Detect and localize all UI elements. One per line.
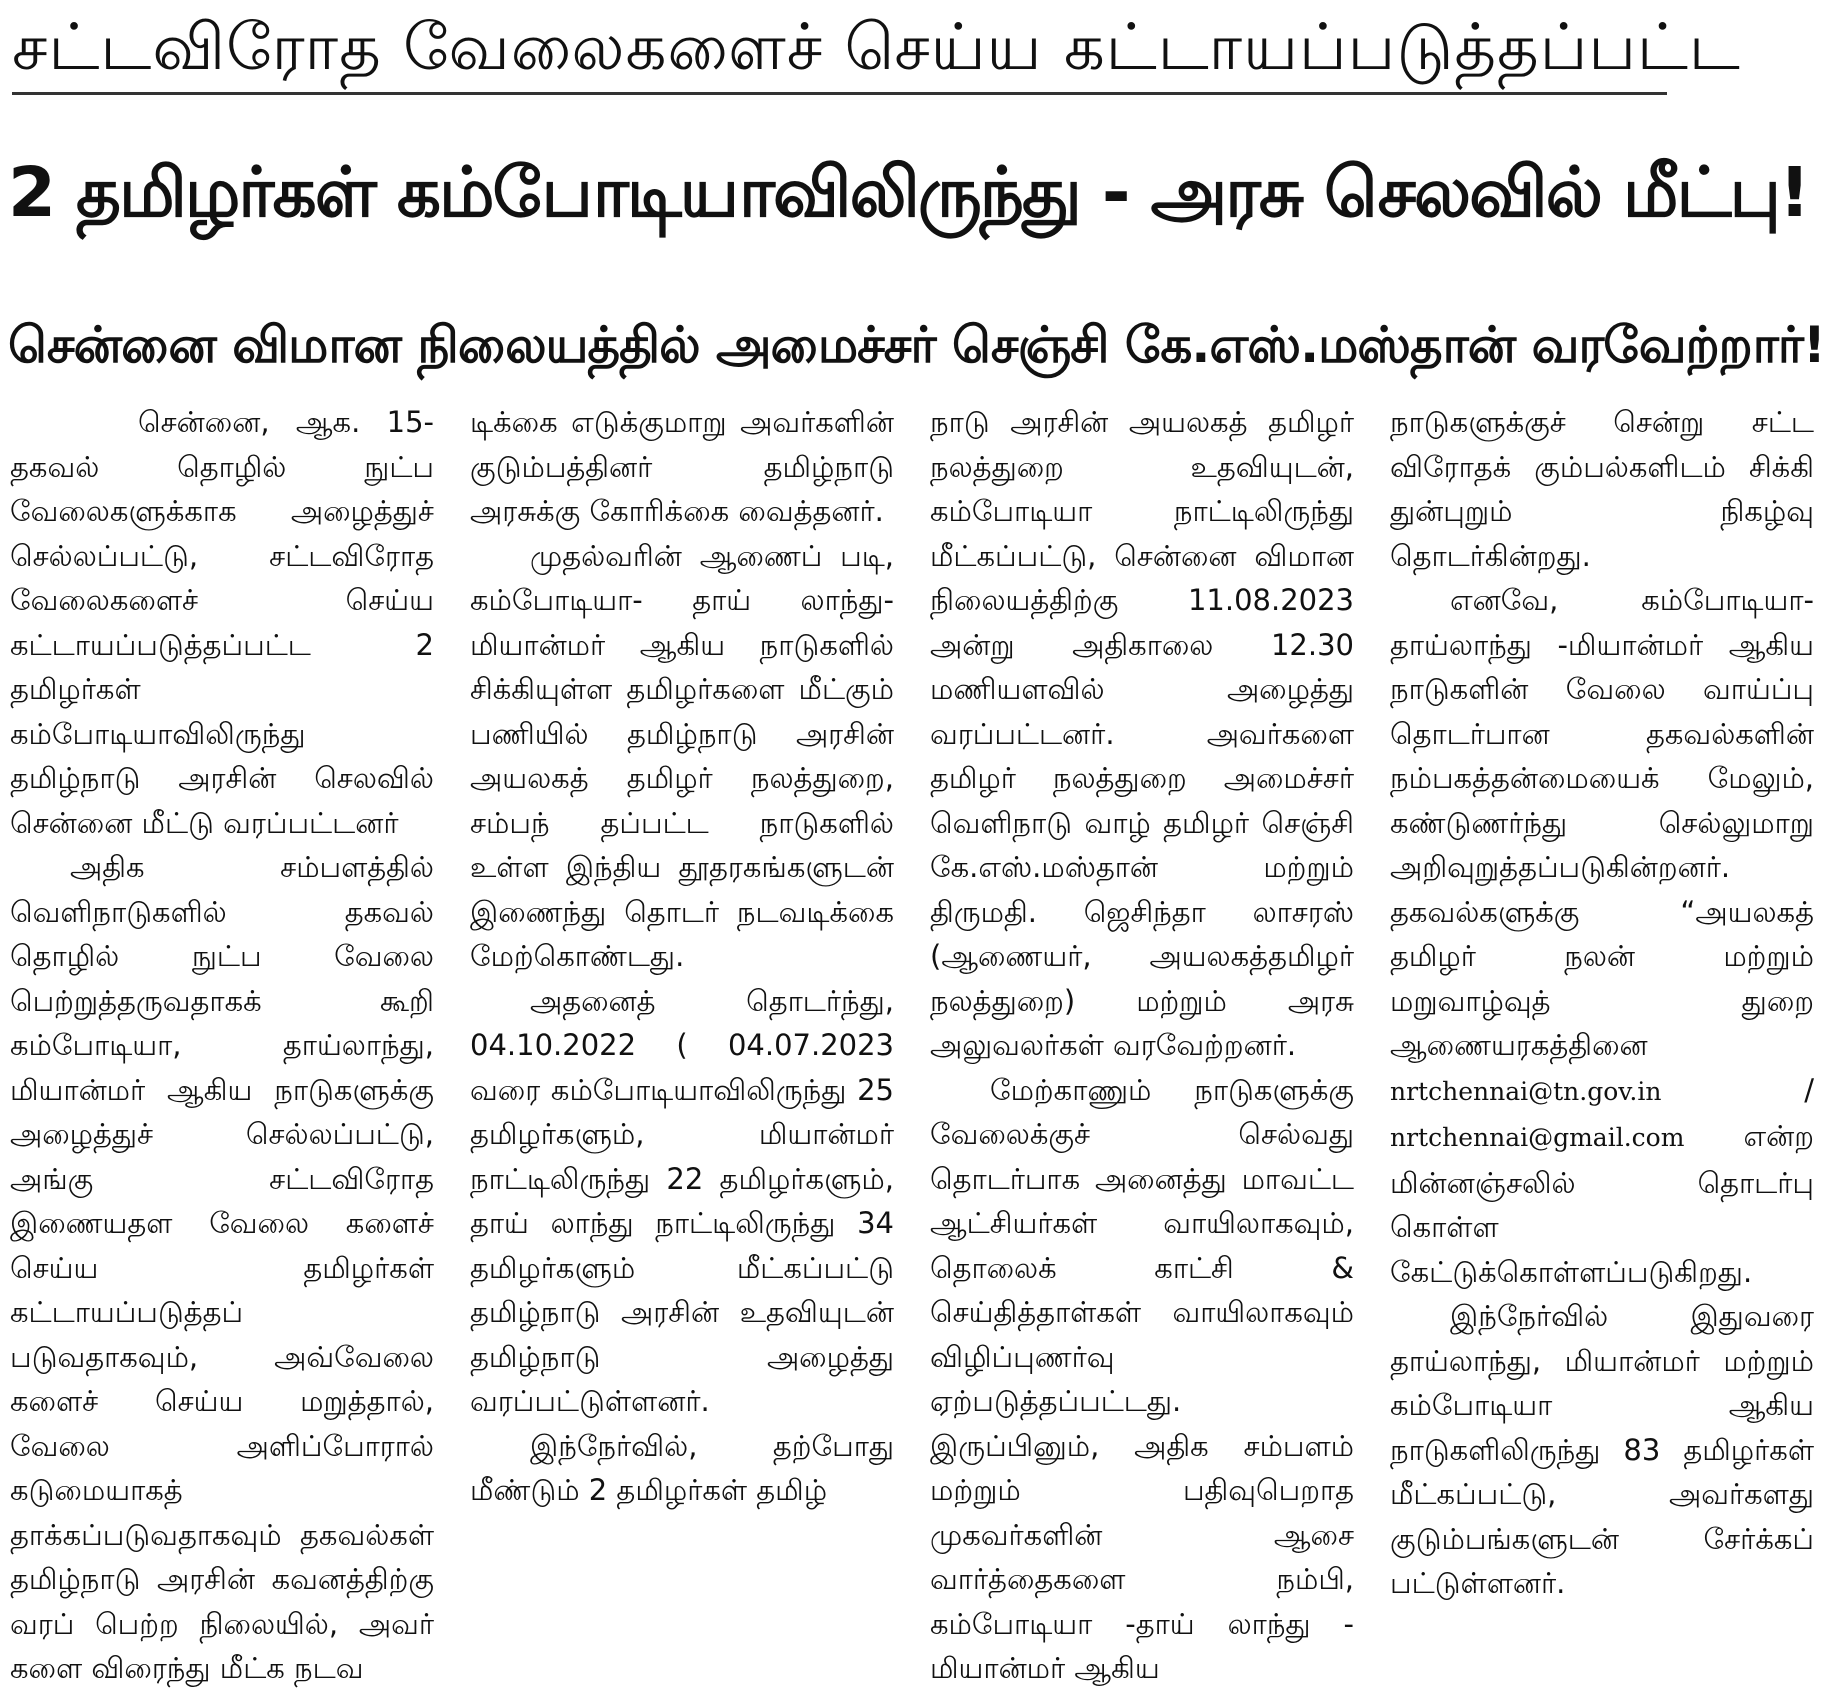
article-paragraph: முதல்வரின் ஆணைப் படி, கம்போடியா- தாய் லாந்து-மியான்மர் ஆகிய நாடுகளில் சிக்கியுள்ள தமிழர்களை மீட்கும் பணியில் தமிழ்நாடு அரசின் அயலகத் தமிழர் நலத்துறை, சம்பந் தப்பட்ட நாடுகளில் உள்ள இந்திய தூதரகங்களுடன் இணைந்து தொடர் நடவடிக்கை மேற்கொண்டது.: [470, 538, 894, 973]
article-paragraph: [1390, 578, 1814, 1294]
article-body: [8, 400, 1826, 1685]
subheadline: சென்னை விமான நிலையத்தில் அமைச்சர் செஞ்சி கே.எஸ்.மஸ்தான் வரவேற்றார்!: [8, 316, 1825, 374]
article-text: எனவே, கம்போடியா- தாய்லாந்து -மியான்மர் ஆகிய நாடுகளின் வேலை வாய்ப்பு தொடர்பான தகவல்களின் நம்பகத்தன்மையைக் மேலும், கண்டுணர்ந்து செல்லுமாறு அறிவுறுத்தப்படுகின்றனர். தகவல்களுக்கு “அயலகத் தமிழர் நலன் மற்றும் மறுவாழ்வுத் துறை ஆணையரகத்தினை: [1390, 583, 1814, 1062]
article-paragraph: சென்னை, ஆக. 15- தகவல் தொழில் நுட்ப வேலைகளுக்காக அழைத்துச் செல்லப்பட்டு, சட்டவிரோத வேலைகளைச் செய்ய கட்டாயப்படுத்தப்பட்ட 2 தமிழர்கள் கம்போடியாவிலிருந்து தமிழ்நாடு அரசின் செலவில் சென்னை மீட்டு வரப்பட்டனர்: [10, 405, 434, 840]
email-separator: /: [1804, 1072, 1814, 1107]
article-paragraph: அதிக சம்பளத்தில் வெளிநாடுகளில் தகவல் தொழில் நுட்ப வேலை பெற்றுத்தருவதாகக் கூறி கம்போடியா, தாய்லாந்து, மியான்மர் ஆகிய நாடுகளுக்கு அழைத்துச் செல்லப்பட்டு, அங்கு சட்டவிரோத இணையதள வேலை களைச் செய்ய தமிழர்கள் கட்டாயப்படுத்தப் படுவதாகவும், அவ்வேலை களைச் செய்ய மறுத்தால், வேலை அளிப்போரால் கடுமையாகத் தாக்கப்படுவதாகவும் தகவல்கள் தமிழ்நாடு அரசின் கவனத்திற்கு வரப் பெற்ற நிலையில், அவர் களை விரைந்து மீட்க நடவ: [10, 850, 434, 1685]
article-paragraph: நாடு அரசின் அயலகத் தமிழர் நலத்துறை உதவியுடன், கம்போடியா நாட்டிலிருந்து மீட்கப்பட்டு, சென்னை விமான நிலையத்திற்கு 11.08.2023 அன்று அதிகாலை 12.30 மணியளவில் அழைத்து வரப்பட்டனர். அவர்களை தமிழர் நலத்துறை அமைச்சர் வெளிநாடு வாழ் தமிழர் செஞ்சி கே.எஸ்.மஸ்தான் மற்றும் திருமதி. ஜெசிந்தா லாசரஸ் (ஆணையர், அயலகத்தமிழர் நலத்துறை) மற்றும் அரசு அலுவலர்கள் வரவேற்றனர்.: [930, 405, 1354, 1062]
kicker-headline: சட்டவிரோத வேலைகளைச் செய்ய கட்டாயப்படுத்தப்பட்ட: [12, 11, 1741, 85]
article-column-4: [1388, 400, 1824, 1650]
article-paragraph: மேற்காணும் நாடுகளுக்கு வேலைக்குச் செல்வது தொடர்பாக அனைத்து மாவட்ட ஆட்சியர்கள் வாயிலாகவும், தொலைக் காட்சி & செய்தித்தாள்கள் வாயிலாகவும் விழிப்புணர்வு ஏற்படுத்தப்பட்டது. இருப்பினும், அதிக சம்பளம் மற்றும் பதிவுபெறாத முகவர்களின் ஆசை வார்த்தைகளை நம்பி, கம்போடியா -தாய் லாந்து - மியான்மர் ஆகிய: [930, 1072, 1354, 1685]
email-address: nrtchennai@gmail.com: [1390, 1123, 1685, 1152]
article-column-3: [928, 400, 1364, 1685]
article-text: என்ற மின்னஞ்சலில் தொடர்பு கொள்ள கேட்டுக்கொள்ளப்படுகிறது.: [1390, 1119, 1814, 1289]
article-paragraph: நாடுகளுக்குச் சென்று சட்ட விரோதக் கும்பல்களிடம் சிக்கி துன்புறும் நிகழ்வு தொடர்கின்றது.: [1390, 405, 1814, 573]
main-headline: 2 தமிழர்கள் கம்போடியாவிலிருந்து - அரசு செலவில் மீட்பு!: [8, 153, 1809, 233]
article-paragraph: இந்நேர்வில் இதுவரை தாய்லாந்து, மியான்மர் மற்றும் கம்போடியா ஆகிய நாடுகளிலிருந்து 83 தமிழர்கள் மீட்கப்பட்டு, அவர்களது குடும்பங்களுடன் சேர்க்கப் பட்டுள்ளனர்.: [1390, 1299, 1814, 1600]
article-column-2: [468, 400, 904, 1650]
article-paragraph: டிக்கை எடுக்குமாறு அவர்களின் குடும்பத்தினர் தமிழ்நாடு அரசுக்கு கோரிக்கை வைத்தனர்.: [470, 405, 894, 528]
article-paragraph: அதனைத் தொடர்ந்து, 04.10.2022 ( 04.07.2023 வரை கம்போடியாவிலிருந்து 25 தமிழர்களும், மியான்மர் நாட்டிலிருந்து 22 தமிழர்களும், தாய் லாந்து நாட்டிலிருந்து 34 தமிழர்களும் மீட்கப்பட்டு தமிழ்நாடு அரசின் உதவியுடன் தமிழ்நாடு அழைத்து வரப்பட்டுள்ளனர்.: [470, 983, 894, 1418]
article-column-1: [8, 400, 444, 1685]
article-paragraph: இந்நேர்வில், தற்போது மீண்டும் 2 தமிழர்கள் தமிழ்: [470, 1428, 894, 1507]
kicker-divider: [12, 92, 1667, 95]
email-address: nrtchennai@tn.gov.in: [1390, 1076, 1662, 1106]
